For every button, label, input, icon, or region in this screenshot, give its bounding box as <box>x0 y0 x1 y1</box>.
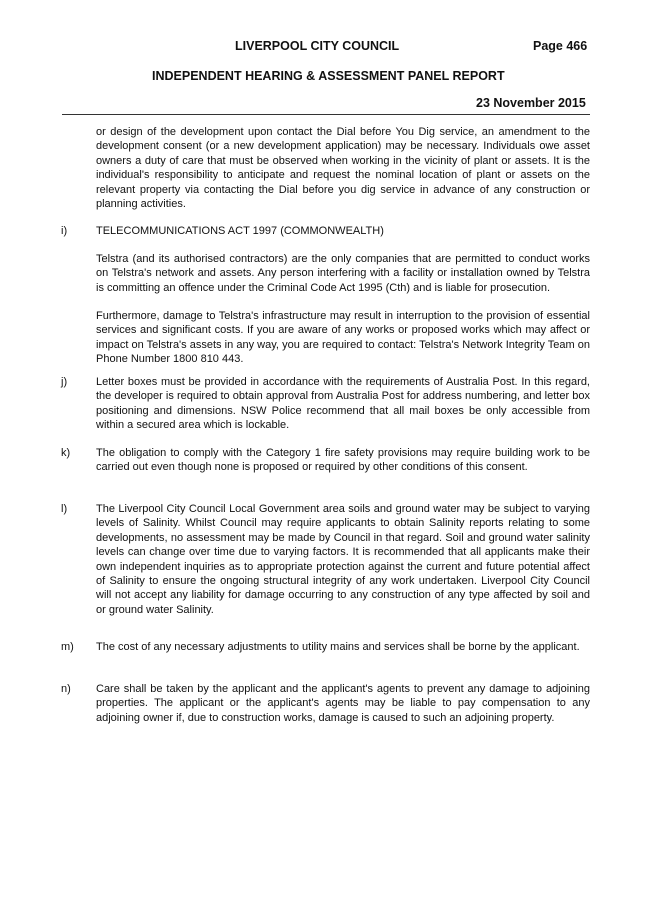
salinity-paragraph: The Liverpool City Council Local Government area soils and ground water may be subject to varying levels of Salinity. Whilst Council may require applicants to obtain Salinity reports relating to some developments, no assessment may be made by Council in that regard. Soil and ground water salinity levels can change over time due to varying factors. It is recommended that all applicants make their own independent inquiries as to appropriate protection against the current and future potential affect of Salinity to ensure the ongoing structural integrity of any work undertaken. Liverpool City Council will not accept any liability for damage occurring to any construction of any type affected by soil and or ground water Salinity. <box>96 503 590 616</box>
item-letter-m: m) <box>61 641 74 653</box>
letterbox-paragraph: Letter boxes must be provided in accordance with the requirements of Australia Post. In this regard, the developer is required to obtain approval from Australia Post for address numbering, and letter box positioning and dimensions. NSW Police recommend that all mail boxes be only accessible from within a secured area which is lockable. <box>96 376 590 432</box>
adjoining-property-paragraph: Care shall be taken by the applicant and the applicant's agents to prevent any damage to adjoining properties. The applicant or the applicant's agents may be liable to pay compensation to any adjoining owner if, due to construction works, damage is caused to such an adjoining property. <box>96 683 590 724</box>
telstra-paragraph-1: Telstra (and its authorised contractors) are the only companies that are permitted to conduct works on Telstra's network and assets. Any person interfering with a facility or installation owned by Telstra is committing an offence under the Criminal Code Act 1995 (Cth) and is liable for prosecution. <box>96 253 590 294</box>
item-letter-l: l) <box>61 503 68 515</box>
page-number: Page 466 <box>533 39 588 53</box>
item-letter-n: n) <box>61 683 71 695</box>
report-title: INDEPENDENT HEARING & ASSESSMENT PANEL REPORT <box>152 69 505 83</box>
item-letter-k: k) <box>61 447 71 459</box>
council-name: LIVERPOOL CITY COUNCIL <box>235 39 400 53</box>
item-letter-j: j) <box>61 376 68 388</box>
telstra-paragraph-2: Furthermore, damage to Telstra's infrastructure may result in interruption to the provision of essential services and significant costs. If you are aware of any works or proposed works which may affect or impact on Telstra's assets in any way, you are required to contact: Telstra's Network Integrity Team on Phone Number 1800 810 443. <box>96 310 590 366</box>
telecom-heading: TELECOMMUNICATIONS ACT 1997 (COMMONWEALTH) <box>96 225 384 237</box>
intro-paragraph: or design of the development upon contact the Dial before You Dig service, an amendment to the development consent (or a new development application) may be necessary. Individuals owe asset owners a duty of care that must be observed when working in the vicinity of plant or assets. It is the individual's responsibility to anticipate and request the nominal location of plant or assets on the relevant property via contacting the Dial before you dig service in advance of any construction or planning activities. <box>96 126 590 211</box>
utility-cost-paragraph: The cost of any necessary adjustments to utility mains and services shall be borne by the applicant. <box>96 641 580 653</box>
item-letter-i: i) <box>61 225 68 237</box>
header-divider <box>62 114 590 115</box>
fire-safety-paragraph: The obligation to comply with the Category 1 fire safety provisions may require building work to be carried out even though none is proposed or required by other conditions of this consent. <box>96 447 590 474</box>
report-date: 23 November 2015 <box>476 96 586 110</box>
